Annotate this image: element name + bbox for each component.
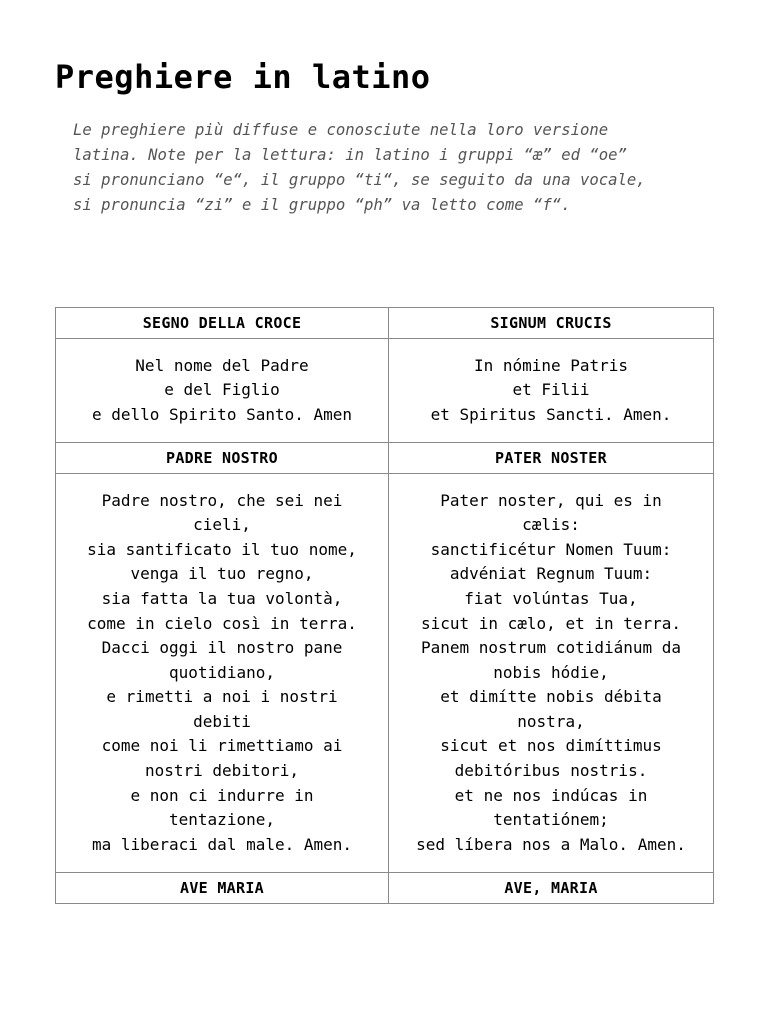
table-row-segno-della-croce-text <box>56 339 714 443</box>
table-row-segno-della-croce-header <box>56 308 714 339</box>
prayers-table <box>55 307 714 904</box>
italian-title-padre-nostro: PADRE NOSTRO <box>56 443 389 474</box>
latin-title-pater-noster: PATER NOSTER <box>389 443 714 474</box>
italian-title-ave-maria: AVE MARIA <box>56 873 389 904</box>
page-title: Preghiere in latino <box>55 58 431 96</box>
italian-title-segno-della-croce: SEGNO DELLA CROCE <box>56 308 389 339</box>
latin-text-pater-noster: Pater noster, qui es in cælis: sanctificétur Nomen Tuum: advéniat Regnum Tuum: fiat volúntas Tua, sicut in cælo, et in terra. Panem nostrum cotidiánum da nobis hódie, et dimítte nobis débita nostra, sicut et nos dimíttimus debitóribus nostris. et ne nos indúcas in tentatiónem; sed líbera nos a Malo. Amen. <box>389 474 714 873</box>
table-row-ave-maria-header <box>56 873 714 904</box>
italian-text-padre-nostro: Padre nostro, che sei nei cieli, sia santificato il tuo nome, venga il tuo regno, sia fatta la tua volontà, come in cielo così in terra. Dacci oggi il nostro pane quotidiano, e rimetti a noi i nostri debiti come noi li rimettiamo ai nostri debitori, e non ci indurre in tentazione, ma liberaci dal male. Amen. <box>56 474 389 873</box>
latin-title-signum-crucis: SIGNUM CRUCIS <box>389 308 714 339</box>
table-row-padre-nostro-text <box>56 474 714 873</box>
italian-text-segno-della-croce: Nel nome del Padre e del Figlio e dello Spirito Santo. Amen <box>56 339 389 443</box>
intro-paragraph: Le preghiere più diffuse e conosciute nella loro versione latina. Note per la lettura: in latino i gruppi “æ” ed “oe” si pronunciano “e“, il gruppo “ti“, se seguito da una vocale, si pronuncia “zi” e il gruppo “ph” va letto come “f“. <box>73 121 646 214</box>
latin-text-signum-crucis: In nómine Patris et Filii et Spiritus Sancti. Amen. <box>389 339 714 443</box>
table-row-padre-nostro-header <box>56 443 714 474</box>
latin-title-ave-maria: AVE, MARIA <box>389 873 714 904</box>
